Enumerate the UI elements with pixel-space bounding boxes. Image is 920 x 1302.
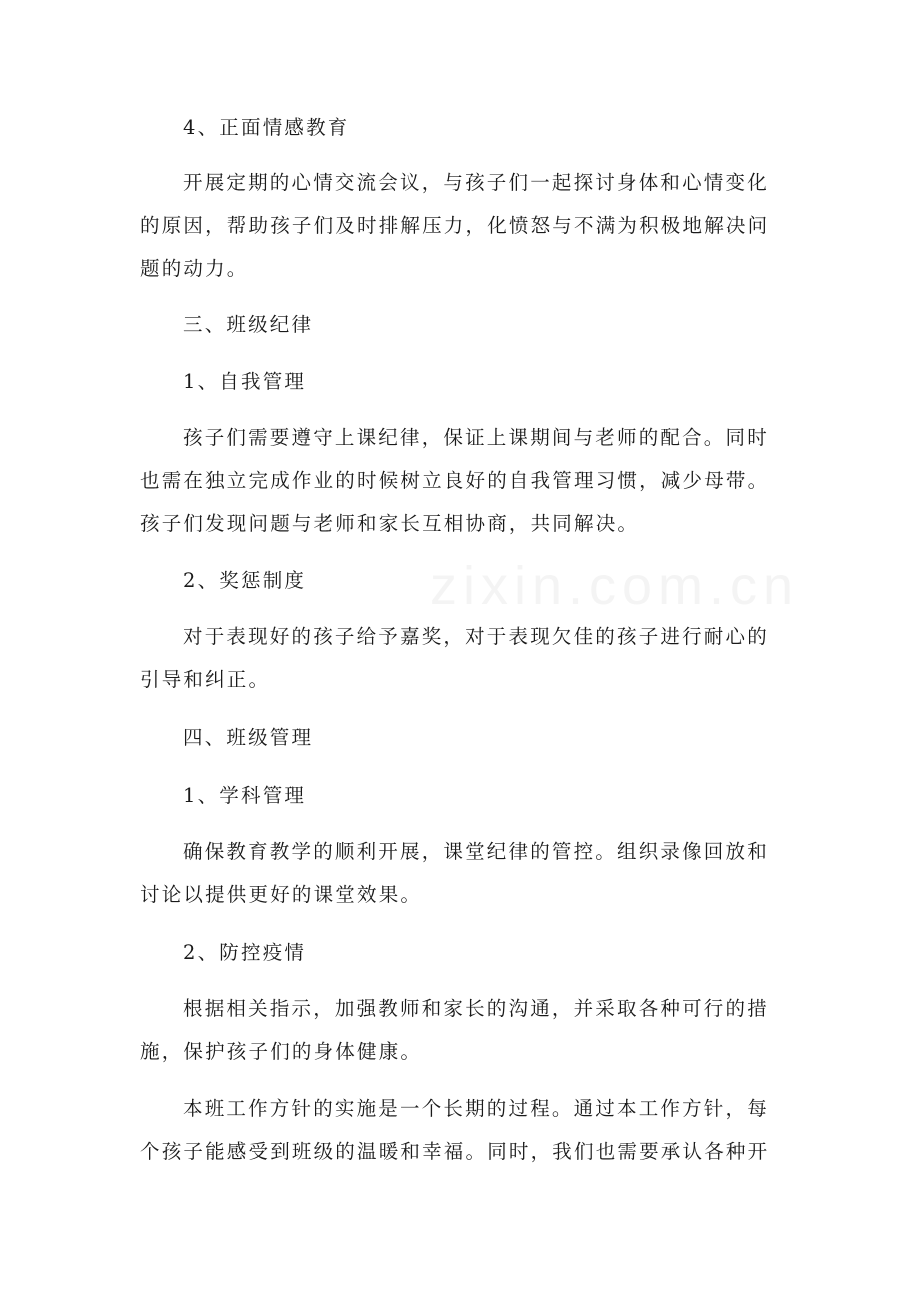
- paragraph-line: 讨论以提供更好的课堂效果。: [140, 883, 423, 906]
- paragraph-line: 个孩子能感受到班级的温暖和幸福。同时，我们也需要承认各种开: [140, 1140, 770, 1163]
- paragraph-line: 引导和纠正。: [140, 668, 271, 691]
- paragraph-line: 题的动力。: [140, 257, 249, 280]
- paragraph-line: 孩子们发现问题与老师和家长互相协商，共同解决。: [140, 512, 640, 535]
- section-heading: 1、自我管理: [183, 370, 307, 393]
- paragraph-line: 开展定期的心情交流会议，与孩子们一起探讨身体和心情变化: [183, 171, 769, 194]
- paragraph-line: 对于表现好的孩子给予嘉奖，对于表现欠佳的孩子进行耐心的: [183, 625, 769, 648]
- paragraph-line: 本班工作方针的实施是一个长期的过程。通过本工作方针，每: [183, 1097, 769, 1120]
- section-heading: 四、班级管理: [183, 726, 314, 749]
- paragraph-line: 根据相关指示，加强教师和家长的沟通，并采取各种可行的措: [183, 997, 769, 1020]
- section-heading: 2、防控疫情: [183, 941, 307, 964]
- paragraph-line: 施，保护孩子们的身体健康。: [140, 1040, 423, 1063]
- watermark: zixin.com.cn: [430, 556, 800, 616]
- section-heading: 2、奖惩制度: [183, 569, 307, 592]
- section-heading: 三、班级纪律: [183, 313, 314, 336]
- paragraph-line: 的原因，帮助孩子们及时排解压力，化愤怒与不满为积极地解决问: [140, 214, 770, 237]
- section-heading: 4、正面情感教育: [183, 116, 350, 139]
- paragraph-line: 也需在独立完成作业的时候树立良好的自我管理习惯，减少母带。: [140, 469, 770, 492]
- section-heading: 1、学科管理: [183, 784, 307, 807]
- paragraph-line: 确保教育教学的顺利开展，课堂纪律的管控。组织录像回放和: [183, 840, 769, 863]
- paragraph-line: 孩子们需要遵守上课纪律，保证上课期间与老师的配合。同时: [183, 426, 769, 449]
